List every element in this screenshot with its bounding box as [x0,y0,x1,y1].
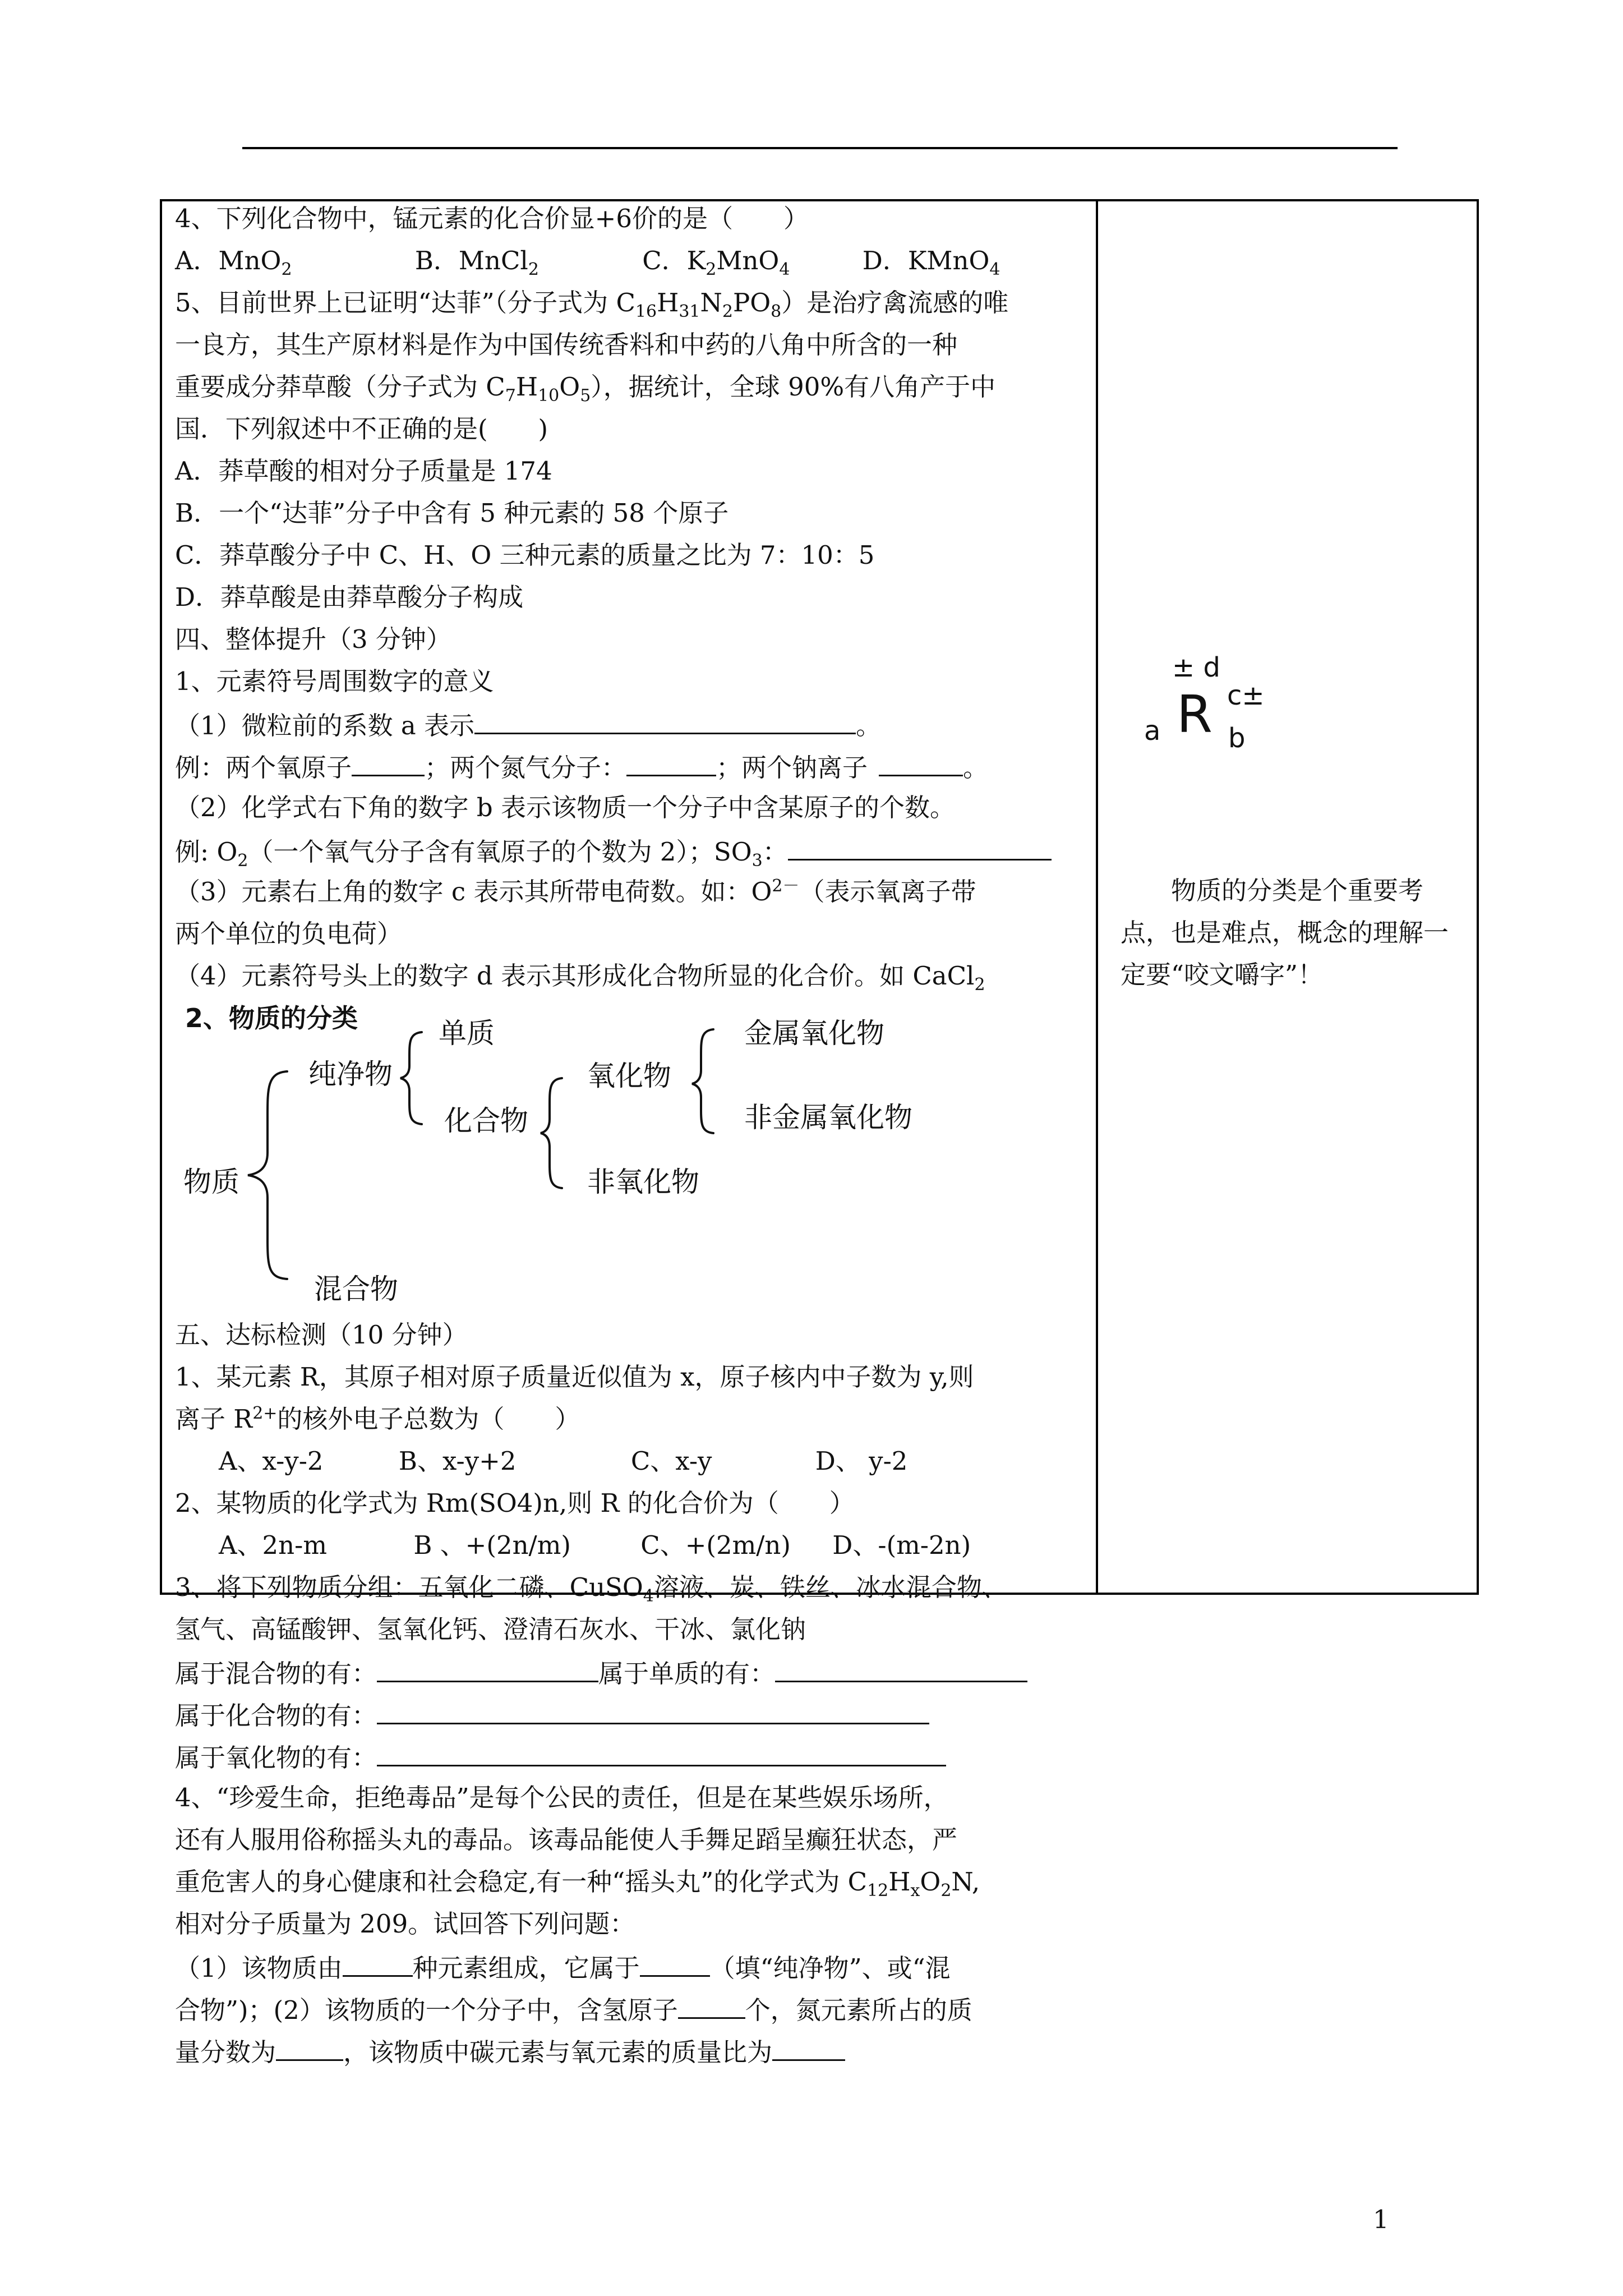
brace-compound [541,1078,562,1188]
column-divider [1096,199,1098,1595]
s5-q3-mixture-row: 属于混合物的有： 属于单质的有： [175,1655,1027,1688]
s5-q2-option-b: B 、+(2n/m) [413,1530,571,1560]
header-rule [242,147,1398,149]
s5-q1-line-1: 1、某元素 R，其原子相对原子质量近似值为 x，原子核内中子数为 y,则 [175,1362,974,1392]
formula-symbol: R [1177,684,1212,744]
diagram-node-root: 物质 [183,1166,239,1198]
brace-oxide [692,1029,713,1133]
s5-q4-line-7: 量分数为 ，该物质中碳元素与氧元素的质量比为 [175,2033,845,2067]
s5-q4-line-1: 4、“珍爱生命，拒绝毒品”是每个公民的责任，但是在某些娱乐场所， [175,1783,949,1812]
answer-blank[interactable] [276,2033,343,2061]
formula-valence: ± d [1172,652,1220,683]
symbol-notation-figure [1138,652,1307,780]
answer-blank[interactable] [772,2033,845,2061]
q5-option-c: C．莽草酸分子中 C、H、O 三种元素的质量之比为 7：10：5 [175,540,875,570]
formula-subscript: b [1228,723,1246,754]
q5-line-3: 重要成分莽草酸（分子式为 $C_7H_{10}O_5$），据统计，全球 90%有八角产于中 [175,372,996,406]
s5-q2-options [219,1529,971,1562]
s5-q3-line-1: 3、将下列物质分组：五氧化二磷、CuSO$_4$溶液、炭、铁丝、冰水混合物、 [175,1572,1007,1606]
s5-q4-line-5: （1）该物质由 种元素组成，它属于 （填“纯净物”、或“混 [175,1949,951,1983]
s5-q1-options [219,1444,907,1478]
q4-option-b: B．MnCl$_2$ [414,246,539,279]
section-5-title: 五、达标检测（10 分钟） [175,1320,468,1350]
section-4-subtitle-1: 1、元素符号周围数字的意义 [175,666,494,696]
q4-option-c: C．$K_2MnO_4$ [642,246,790,279]
q4-stem: 4、下列化合物中，锰元素的化合价显+6价的是（ ） [175,204,809,233]
s5-q2-option-a: A、2n-m [219,1530,327,1560]
diagram-node-nonmetal-oxide: 非金属氧化物 [744,1101,912,1134]
diagram-node-mixture: 混合物 [314,1273,398,1305]
example-1: 例：两个氧原子 ；两个氮气分子： ；两个钠离子 。 [175,749,988,783]
q5-option-a: A．莽草酸的相对分子质量是 174 [175,456,552,486]
s5-q3-compound-row: 属于化合物的有： [175,1697,929,1731]
s5-q1-option-b: B、x-y+2 [398,1446,517,1476]
q5-line-2: 一良方，其生产原材料是作为中国传统香料和中药的八角中所含的一种 [175,330,958,360]
point-4: （4）元素符号头上的数字 d 表示其形成化合物所显的化合价。如 CaCl$_2$ [175,961,985,995]
diagram-node-non-oxide: 非氧化物 [587,1166,699,1198]
point-2: （2）化学式右下角的数字 b 表示该物质一个分子中含某原子的个数。 [175,793,956,822]
diagram-node-metal-oxide: 金属氧化物 [744,1017,884,1050]
s5-q3-line-2: 氢气、高锰酸钾、氢氧化钙、澄清石灰水、干冰、氯化钠 [175,1614,806,1644]
answer-blank[interactable] [352,749,425,776]
s5-q1-option-c: C、x-y [630,1446,712,1476]
formula-charge: c± [1227,680,1265,711]
diagram-node-element: 单质 [439,1017,495,1050]
side-note: 物质的分类是个重要考点，也是难点，概念的理解一定要“咬文嚼字”！ [1121,876,1449,990]
q4-option-a: A．MnO$_2$ [175,246,292,279]
example-2: 例: $O_2$（一个氧气分子含有氧原子的个数为 2）；$SO_3$： [175,833,1052,867]
s5-q2-stem: 2、某物质的化学式为 Rm(SO4)n,则 R 的化合价为（ ） [175,1488,855,1518]
q4-options [175,244,1000,278]
point-1: （1）微粒前的系数 a 表示 。 [175,707,881,740]
q5-line-1: 5、目前世界上已证明“达菲”（分子式为 $C_{16}H_{31}N_2PO_8$）是治疗禽流感的唯 [175,288,1009,321]
answer-blank[interactable] [788,833,1052,861]
point-3-cont: 两个单位的负电荷） [175,919,403,949]
answer-blank[interactable] [343,1949,413,1977]
page-number: 1 [1373,2205,1389,2234]
s5-q4-line-4: 相对分子质量为 209。试回答下列问题： [175,1909,635,1939]
diagram-node-pure: 纯净物 [308,1058,393,1091]
answer-blank[interactable] [640,1949,710,1977]
q5-option-d: D．莽草酸是由莽草酸分子构成 [175,582,524,612]
answer-blank[interactable] [474,707,856,734]
brace-pure [400,1032,422,1124]
s5-q3-oxide-row: 属于氧化物的有： [175,1739,946,1773]
answer-blank[interactable] [377,1739,946,1766]
q5-line-4: 国．下列叙述中不正确的是( ) [175,414,548,444]
answer-blank[interactable] [626,749,716,776]
formula-coefficient: a [1144,715,1161,747]
s5-q2-option-c: C、+(2m/n) [640,1530,791,1560]
q4-option-d: D．KMnO$_4$ [862,246,1000,279]
s5-q1-option-d: D、 y-2 [815,1446,908,1476]
section-4-title: 四、整体提升（3 分钟） [175,624,451,654]
s5-q1-line-2: 离子 $R^{2+}$的核外电子总数为（ ） [175,1404,580,1434]
answer-blank[interactable] [377,1697,929,1724]
q5-option-b: B．一个“达菲”分子中含有 5 种元素的 58 个原子 [175,498,729,528]
brace-root [248,1071,287,1279]
section-4-subtitle-2: 2、物质的分类 [185,1003,358,1033]
answer-blank[interactable] [678,1991,745,2019]
diagram-node-oxide: 氧化物 [587,1060,671,1092]
s5-q4-line-2: 还有人服用俗称摇头丸的毒品。该毒品能使人手舞足蹈呈癫狂状态，严 [175,1825,958,1855]
point-3: （3）元素右上角的数字 c 表示其所带电荷数。如：$O^{2-}$（表示氧离子带 [175,876,976,907]
s5-q4-line-6: 合物”)；(2）该物质的一个分子中，含氢原子 个，氮元素所占的质 [175,1991,972,2025]
diagram-node-compound: 化合物 [444,1105,528,1137]
s5-q2-option-d: D、-(m-2n) [832,1530,971,1560]
answer-blank[interactable] [775,1655,1027,1682]
s5-q1-option-a: A、x-y-2 [219,1446,324,1476]
answer-blank[interactable] [879,749,963,776]
answer-blank[interactable] [377,1655,598,1682]
s5-q4-line-3: 重危害人的身心健康和社会稳定,有一种“摇头丸”的化学式为 $C_{12}H_xO_2N$, [175,1867,980,1901]
